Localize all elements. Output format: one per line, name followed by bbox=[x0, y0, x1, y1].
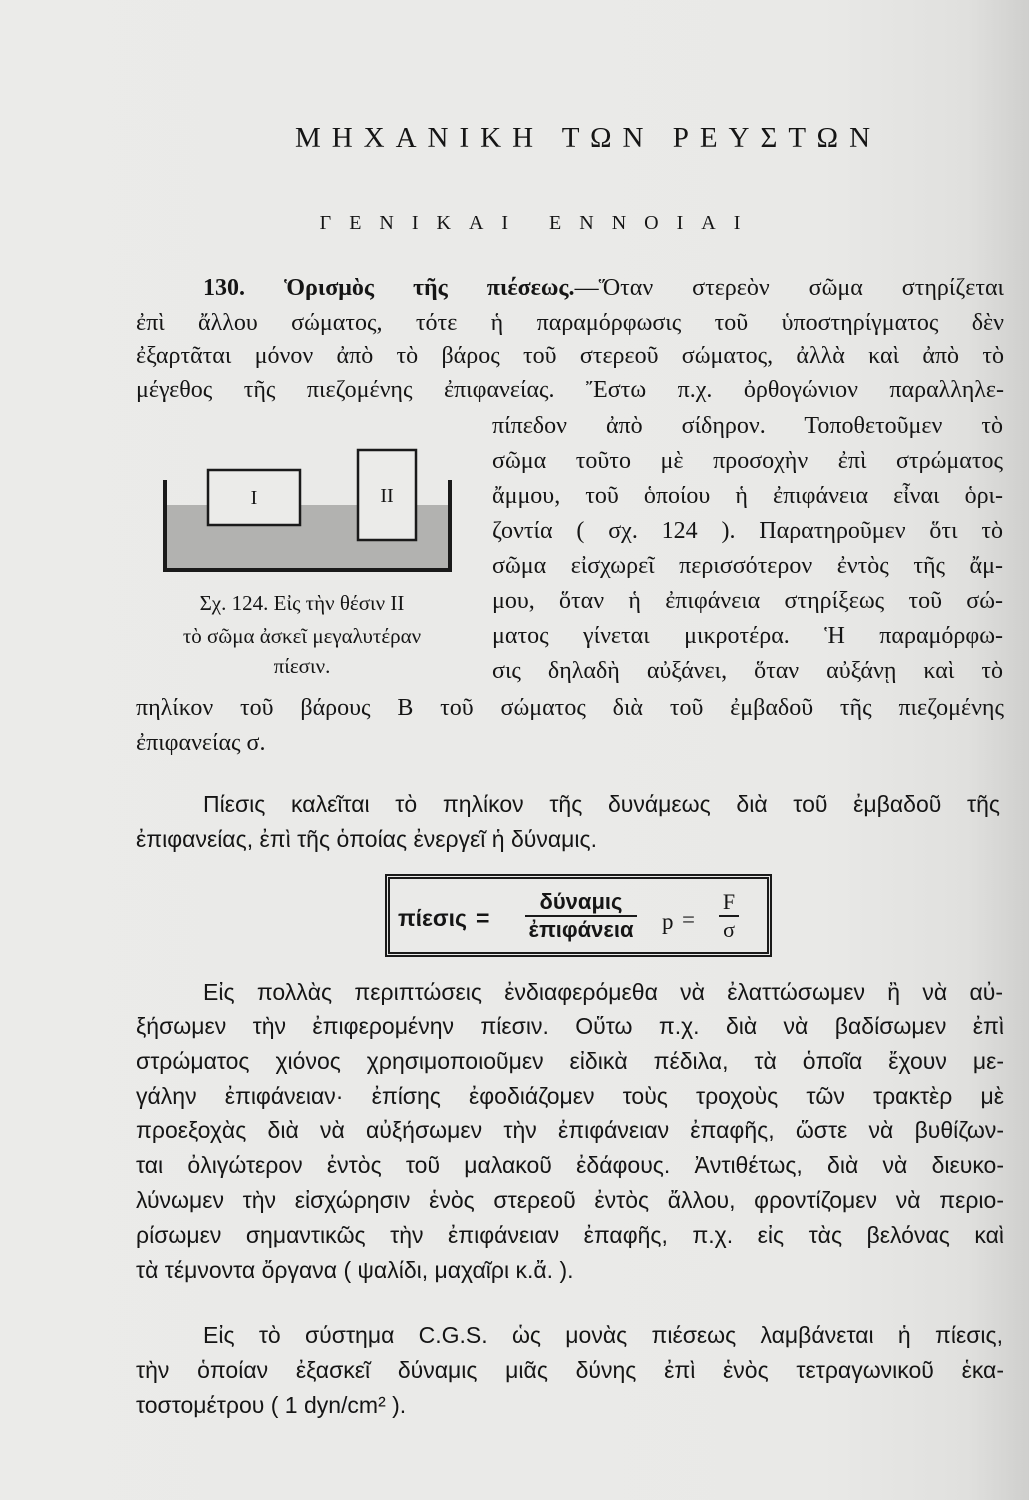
formula-symbol-numerator: F bbox=[722, 889, 736, 914]
section-line: ζοντία ( σχ. 124 ). Παρατηροῦμεν ὅτι τὸ bbox=[492, 518, 1003, 544]
formula-symbol-p: p bbox=[662, 909, 674, 934]
figure-caption-line: τὸ σῶμα ἀσκεῖ μεγαλυτέραν bbox=[182, 624, 422, 648]
figure-caption-line: Σχ. 124. Εἰς τὴν θέσιν II bbox=[199, 591, 405, 615]
section-line: μου, ὅταν ἡ ἐπιφάνεια στηρίξεως τοῦ σώ- bbox=[492, 588, 1003, 614]
formula-denominator: ἐπιφάνεια bbox=[525, 915, 638, 943]
chapter-subtitle: ΓΕΝΙΚΑΙ ΕΝΝΟΙΑΙ bbox=[319, 212, 759, 234]
chapter-title: ΜΗΧΑΝΙΚΗ ΤΩΝ ΡΕΥΣΤΩΝ bbox=[294, 122, 882, 154]
block-label-two: II bbox=[380, 485, 394, 507]
units-line: Εἰς τὸ σύστημα C.G.S. ὡς μονὰς πιέσεως λαμβάνεται ἡ πίεσις, bbox=[203, 1322, 1003, 1348]
definition-line: Πίεσις καλεῖται τὸ πηλίκον τῆς δυνάμεως διὰ τοῦ ἐμβαδοῦ τῆς bbox=[203, 791, 1000, 817]
section-number: 130. bbox=[203, 275, 245, 301]
formula-equals-symbolic: = bbox=[682, 907, 695, 932]
section-line: πίπεδον ἀπὸ σίδηρον. Τοποθετοῦμεν τὸ bbox=[492, 413, 1003, 439]
definition-line: ἐπιφανείας, ἐπὶ τῆς ὁποίας ἐνεργεῖ ἡ δύναμις. bbox=[136, 826, 597, 852]
examples-line: Εἰς πολλὰς περιπτώσεις ἐνδιαφερόμεθα νὰ ἐλαττώσωμεν ἢ νὰ αὐ- bbox=[203, 979, 1003, 1005]
formula-symbolic-fraction bbox=[706, 889, 752, 943]
section-line: σις δηλαδὴ αὐξάνει, ὅταν αὐξάνῃ καὶ τὸ bbox=[492, 658, 1003, 684]
pressure-formula-box bbox=[385, 874, 772, 957]
section-line: ἐξαρτᾶται μόνον ἀπὸ τὸ βάρος τοῦ στερεοῦ σώματος, ἀλλὰ καὶ ἀπὸ τὸ bbox=[136, 343, 1004, 369]
section-first-line-text: —Ὅταν στερεὸν σῶμα στηρίζεται bbox=[574, 275, 1004, 301]
examples-line: ται ὀλιγώτερον ἐντὸς τοῦ μαλακοῦ ἐδάφους. Ἀντιθέτως, διὰ νὰ διευκο- bbox=[136, 1152, 1004, 1178]
units-line: τοστομέτρου ( 1 dyn/cm² ). bbox=[136, 1392, 407, 1418]
section-line: σῶμα τοῦτο μὲ προσοχὴν ἐπὶ στρώματος bbox=[492, 448, 1003, 474]
examples-line: γάλην ἐπιφάνειαν· ἐπίσης ἐφοδιάζομεν τοὺς τροχοὺς τῶν τρακτὲρ μὲ bbox=[136, 1083, 1004, 1109]
figure-caption-line: πίεσιν. bbox=[273, 654, 331, 678]
examples-line: στρώματος χιόνος χρησιμοποιοῦμεν εἰδικὰ πέδιλα, τὰ ὁποῖα ἔχουν με- bbox=[136, 1048, 1004, 1074]
block-label-one: I bbox=[250, 487, 258, 509]
units-line: τὴν ὁποίαν ἐξασκεῖ δύναμις μιᾶς δύνης ἐπὶ ἑνὸς τετραγωνικοῦ ἑκα- bbox=[136, 1357, 1004, 1383]
figure-sand-vessel bbox=[150, 440, 470, 580]
examples-line: ξήσωμεν τὴν ἐπιφερομένην πίεσιν. Οὕτω π.χ. διὰ νὰ βαδίσωμεν ἐπὶ bbox=[136, 1013, 1004, 1039]
section-line: ἐπιφανείας σ. bbox=[136, 730, 266, 756]
section-heading: Ὁρισμὸς τῆς πιέσεως. bbox=[283, 275, 575, 301]
examples-line: προεξοχὰς διὰ νὰ αὐξήσωμεν τὴν ἐπιφάνειαν ἐπαφῆς, ὥστε νὰ βυθίζων- bbox=[136, 1117, 1004, 1143]
section-line: ἄμμου, τοῦ ὁποίου ἡ ἐπιφάνεια εἶναι ὁρι- bbox=[492, 483, 1003, 509]
section-line: σῶμα εἰσχωρεῖ περισσότερον ἐντὸς τῆς ἄμ- bbox=[492, 553, 1003, 579]
formula-equals: = bbox=[476, 905, 490, 931]
formula-fraction bbox=[508, 889, 654, 943]
section-line: πηλίκον τοῦ βάρους Β τοῦ σώματος διὰ τοῦ ἐμβαδοῦ τῆς πιεζομένης bbox=[136, 695, 1004, 721]
section-line: ἐπὶ ἄλλου σώματος, τότε ἡ παραμόρφωσις τοῦ ὑποστηρίγματος δὲν bbox=[136, 310, 1004, 336]
section-line: ματος γίνεται μικροτέρα. Ἡ παραμόρφω- bbox=[492, 623, 1003, 649]
formula-numerator: δύναμις bbox=[539, 889, 623, 914]
examples-line: τὰ τέμνοντα ὄργανα ( ψαλίδι, μαχαῖρι κ.ἄ. ). bbox=[136, 1257, 574, 1283]
formula-lhs: πίεσις bbox=[398, 905, 467, 931]
section-first-line bbox=[203, 271, 1004, 306]
examples-line: ρίσωμεν σημαντικῶς τὴν ἐπιφάνειαν ἐπαφῆς, π.χ. εἰς τὰς βελόνας καὶ bbox=[136, 1222, 1004, 1248]
section-line: μέγεθος τῆς πιεζομένης ἐπιφανείας. Ἔστω π.χ. ὀρθογώνιον παραλληλε- bbox=[136, 377, 1004, 403]
examples-line: λύνωμεν τὴν εἰσχώρησιν ἑνὸς στερεοῦ ἐντὸς ἄλλου, φροντίζομεν νὰ περιο- bbox=[136, 1187, 1004, 1213]
formula-symbol-denominator: σ bbox=[719, 915, 739, 943]
